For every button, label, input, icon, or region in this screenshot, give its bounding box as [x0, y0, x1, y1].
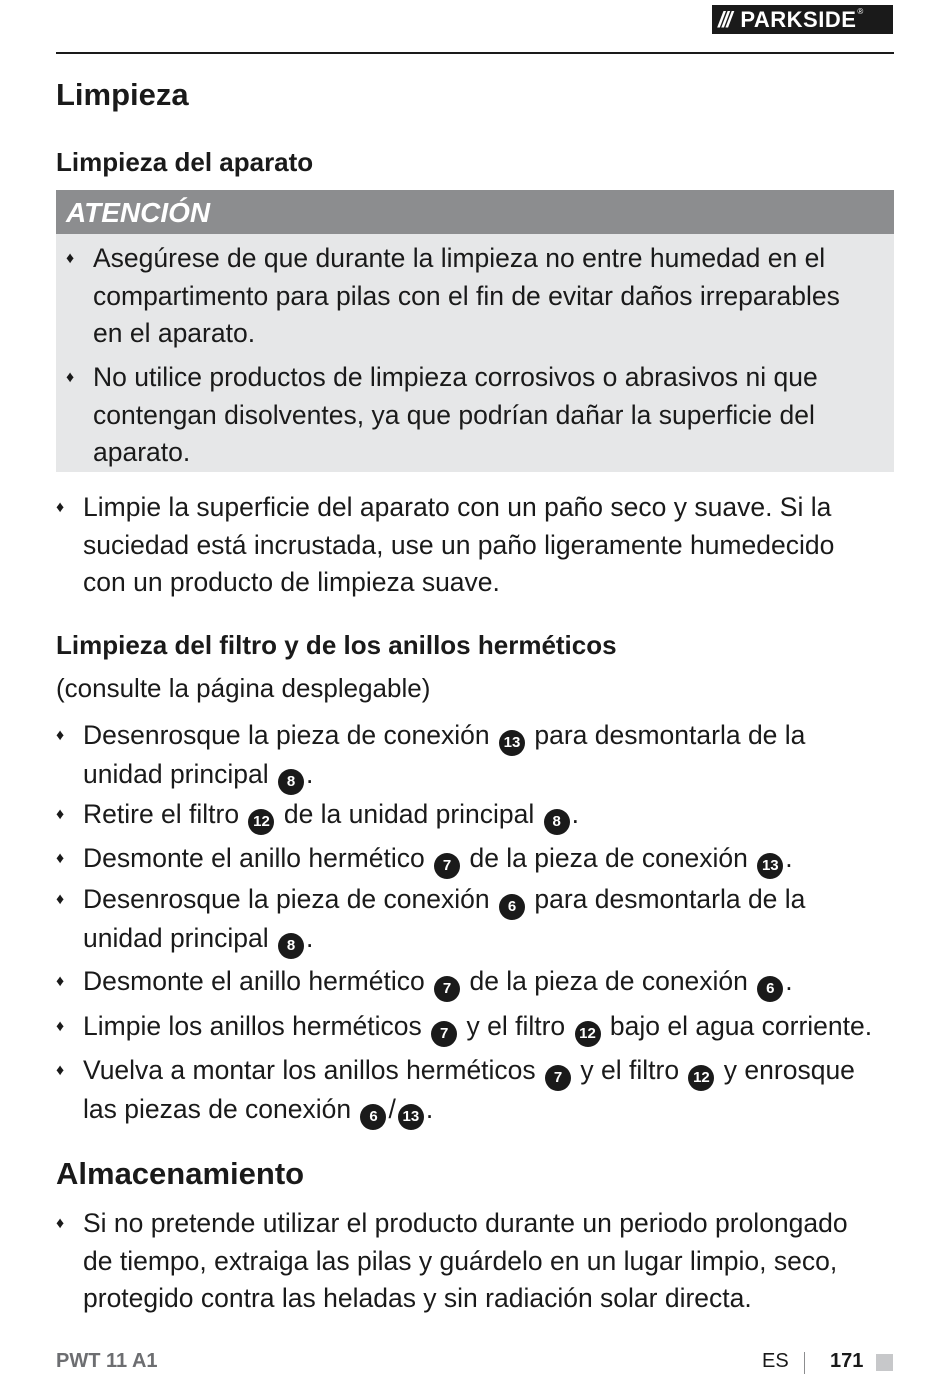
bullet-diamond-icon: ♦: [56, 850, 65, 867]
bullet-diamond-icon: ♦: [66, 369, 75, 386]
bullet-diamond-icon: ♦: [56, 499, 65, 516]
bullet-diamond-icon: ♦: [56, 1018, 65, 1035]
subsection-title-device-cleaning: Limpieza del aparato: [56, 147, 314, 177]
part-number-badge: 8: [278, 933, 304, 959]
footer-page-number: 171: [830, 1350, 864, 1372]
part-number-badge: 7: [545, 1065, 571, 1091]
footer-marker-square: [876, 1354, 893, 1371]
storage-step-text: Si no pretende utilizar el producto durante un periodo prolongado de tiempo, extraiga las pilas y guárdelo en un lugar limpio, seco, protegido contra las heladas y sin radiación solar directa.: [83, 1208, 848, 1313]
part-number-badge: 8: [278, 769, 304, 795]
bullet-diamond-icon: ♦: [66, 250, 75, 267]
logo-brand: PARKSIDE: [740, 6, 857, 32]
bullet-diamond-icon: ♦: [56, 1062, 65, 1079]
filter-step-text: Desenrosque la pieza de conexión 6 para desmontarla de la unidad principal 8 .: [83, 881, 903, 959]
filter-step-text: Vuelva a montar los anillos herméticos 7 y el filtro 12 y enrosque las piezas de conexión 6 / 13 .: [83, 1052, 903, 1130]
part-number-badge: 7: [431, 1021, 457, 1047]
bullet-diamond-icon: ♦: [56, 806, 65, 823]
part-number-badge: 12: [575, 1021, 601, 1047]
filter-step-text: Desenrosque la pieza de conexión 13 para desmontarla de la unidad principal 8 .: [83, 717, 903, 795]
warning-label: ATENCIÓN: [56, 190, 894, 234]
part-number-badge: 6: [360, 1104, 386, 1130]
part-number-badge: 7: [434, 853, 460, 879]
part-number-badge: 7: [434, 976, 460, 1002]
header-rule: [56, 52, 894, 54]
filter-step-text: Desmonte el anillo hermético 7 de la pieza de conexión 6 .: [83, 963, 903, 1002]
bullet-diamond-icon: ♦: [56, 973, 65, 990]
bullet-diamond-icon: ♦: [56, 727, 65, 744]
filter-step-text: Retire el filtro 12 de la unidad principal 8 .: [83, 796, 903, 835]
filter-step-text: Limpie los anillos herméticos 7 y el filtro 12 bajo el agua corriente.: [83, 1008, 903, 1047]
warning-box: [56, 190, 894, 472]
part-number-badge: 13: [757, 853, 783, 879]
part-number-badge: 6: [757, 976, 783, 1002]
device-step-text: Limpie la superficie del aparato con un paño seco y suave. Si la suciedad está incrustada, use un paño ligeramente humedecido con un producto de limpieza suave.: [83, 492, 835, 597]
subsection-title-filter-cleaning: Limpieza del filtro y de los anillos herméticos: [56, 630, 617, 660]
part-number-badge: 13: [398, 1104, 424, 1130]
part-number-badge: 13: [499, 730, 525, 756]
section-title-storage: Almacenamiento: [56, 1156, 305, 1191]
bullet-diamond-icon: ♦: [56, 1215, 65, 1232]
part-number-badge: 6: [499, 894, 525, 920]
logo-slashes: ///: [718, 6, 731, 32]
filter-step-text: Desmonte el anillo hermético 7 de la pieza de conexión 13 .: [83, 840, 903, 879]
part-number-badge: 12: [248, 809, 274, 835]
logo-registered-mark: ®: [857, 7, 864, 16]
part-number-badge: 12: [688, 1065, 714, 1091]
section-title-cleaning: Limpieza: [56, 77, 189, 112]
warning-item-text: No utilice productos de limpieza corrosivos o abrasivos ni que contengan disolventes, ya que podrían dañar la superficie del aparato.: [93, 362, 818, 467]
warning-item-text: Asegúrese de que durante la limpieza no entre humedad en el compartimento para pilas con el fin de evitar daños irreparables en el aparato.: [93, 243, 840, 348]
bullet-diamond-icon: ♦: [56, 891, 65, 908]
part-number-badge: 8: [544, 809, 570, 835]
parkside-logo: [712, 5, 893, 34]
filter-note: (consulte la página desplegable): [56, 673, 431, 703]
footer-separator: [804, 1352, 805, 1374]
footer-language: ES: [762, 1350, 789, 1372]
footer-model: PWT 11 A1: [56, 1350, 158, 1372]
